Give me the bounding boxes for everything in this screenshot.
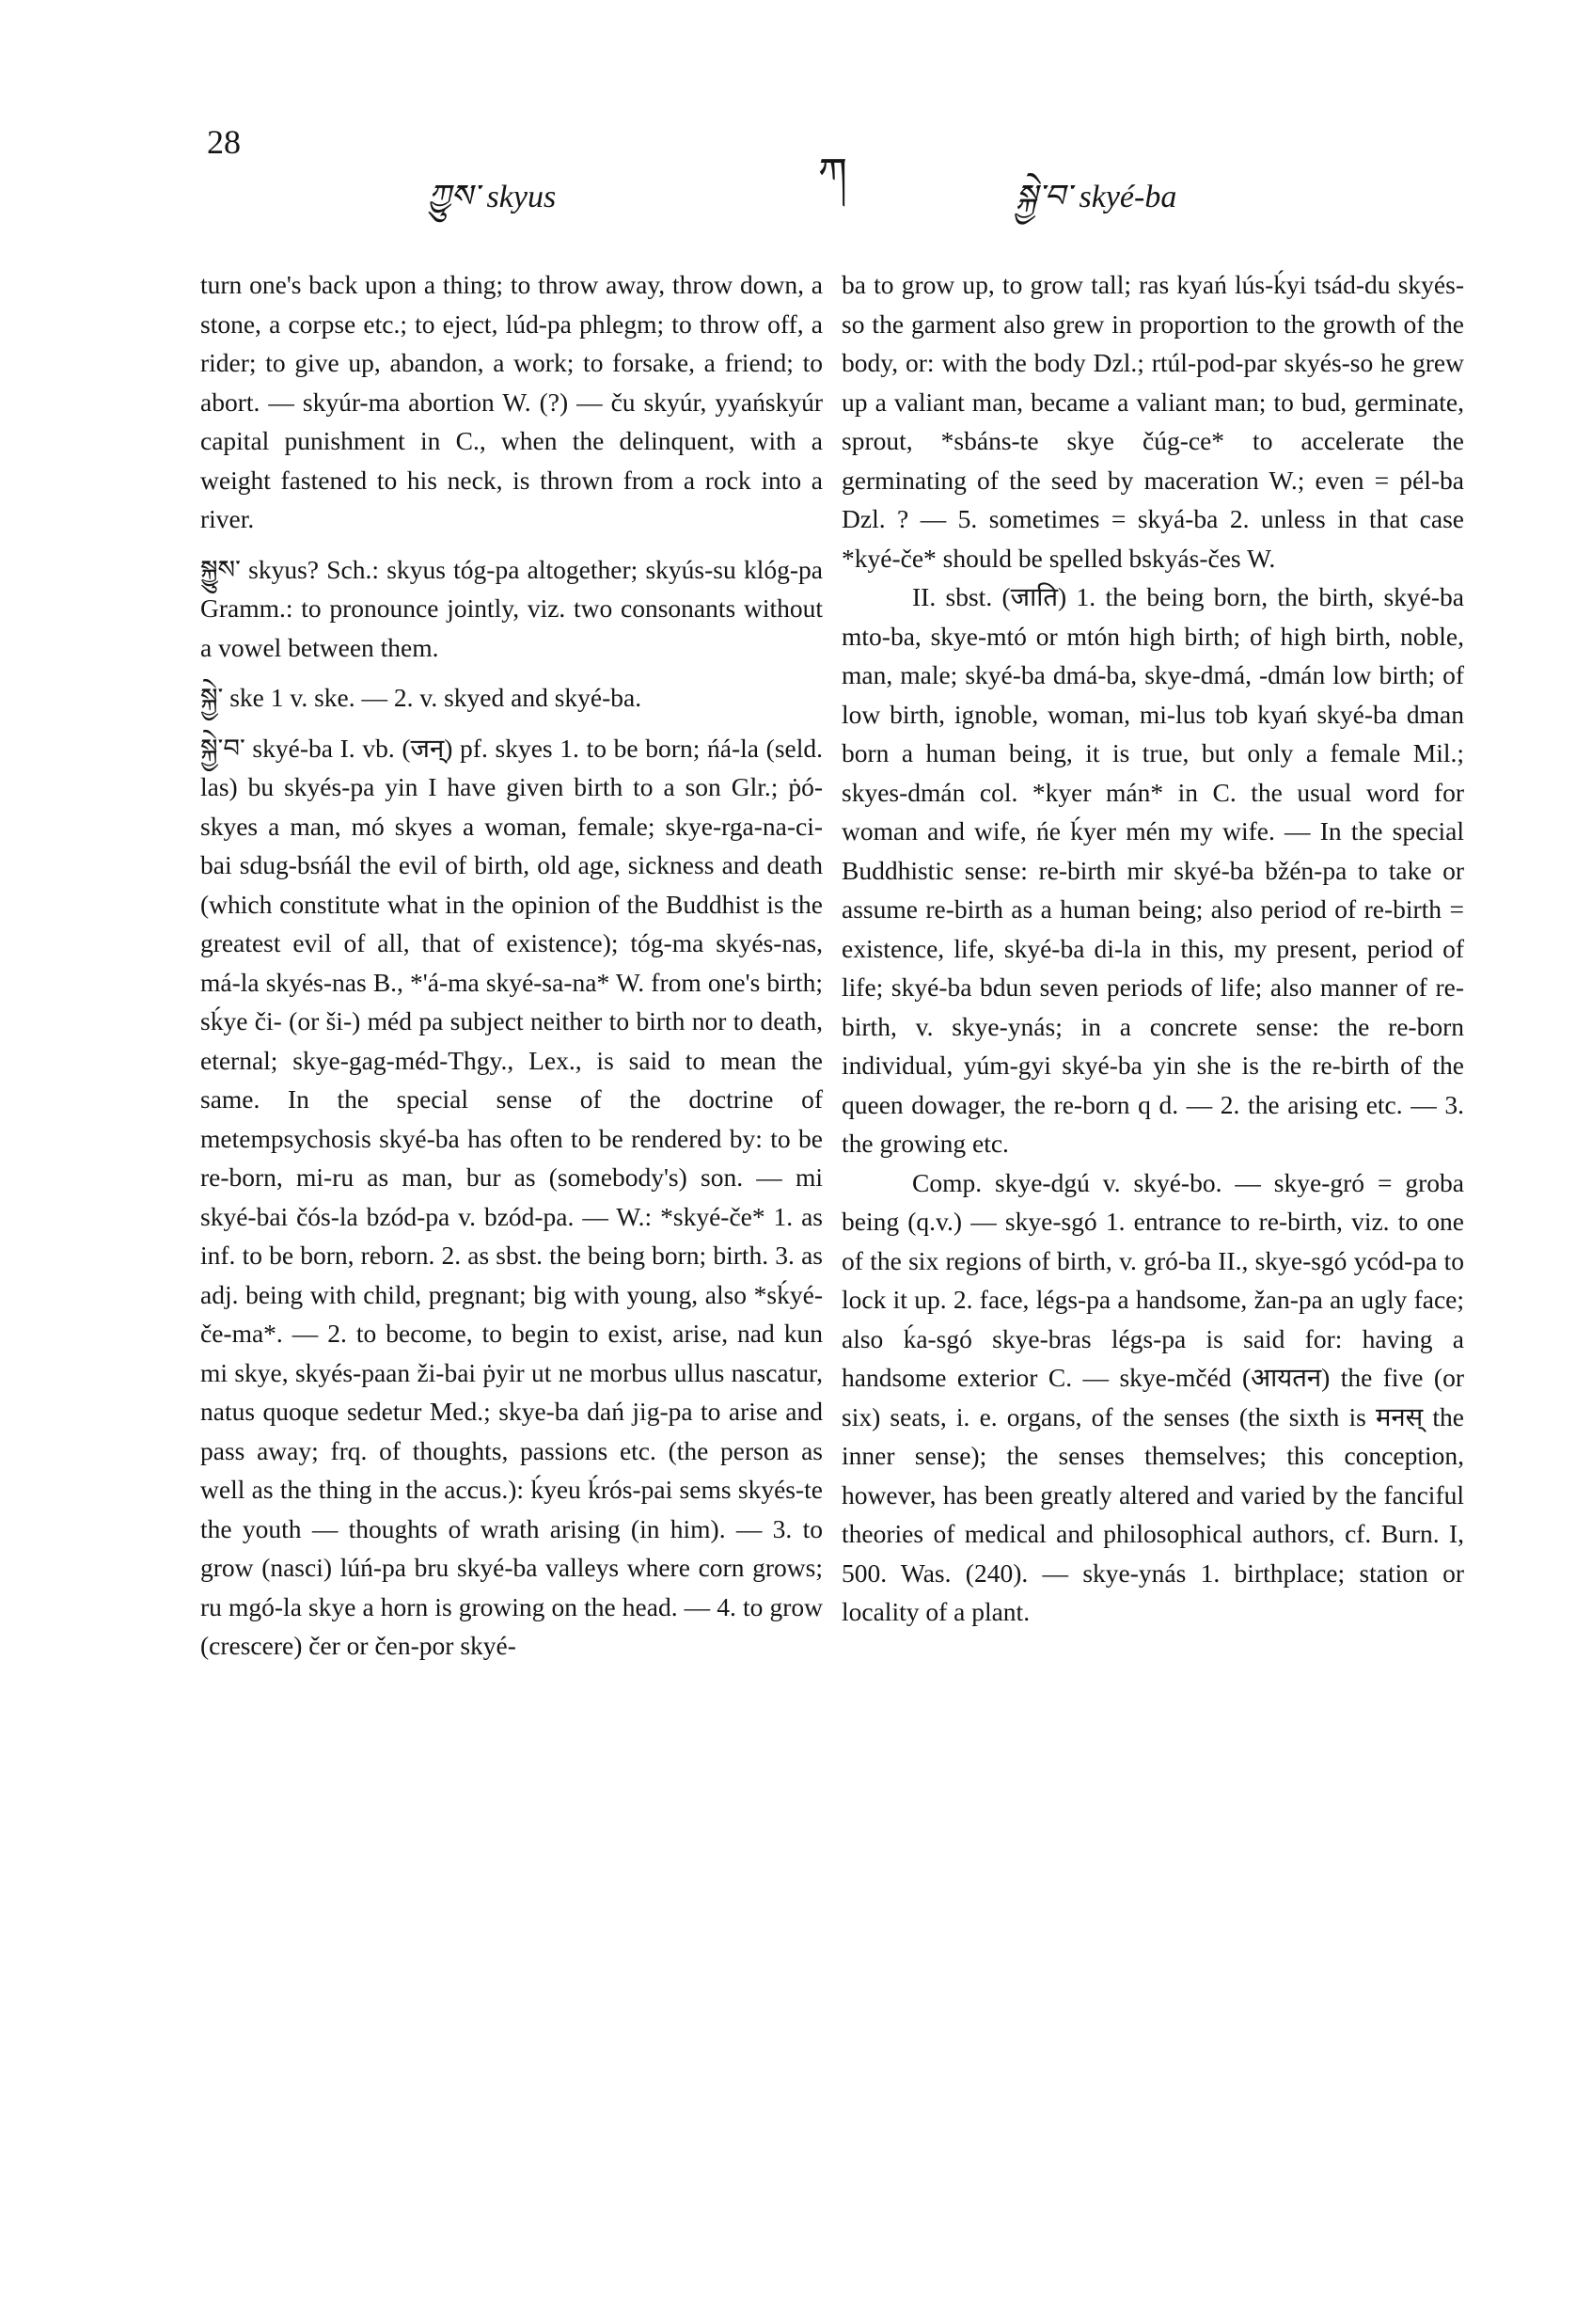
entry-ske: སྐྱེ་ ske 1 v. ske. — 2. v. skyed and skyé-ba.	[200, 683, 642, 712]
entry-skye-ba-compounds: Comp. skye-dgú v. skyé-bo. — skye-gró = groba being (q.v.) — skye-sgó 1. entrance to re-birth, viz. to one of the six regions of birth, v. gró-ba II., skye-sgó ycód-pa to lock it up. 2. face, légs-pa a handsome, žan-pa an ugly face; also ḱa-sgó skye-bras légs-pa is said for: having a handsome exterior C. — skye-mčéd (आयतन) the five (or six) seats, i. e. organs, of the senses (the sixth is मनस् the inner sense); the senses themselves; this conception, however, has been greatly altered and varied by the fanciful theories of medical and philosophical authors, cf. Burn. I, 500. Was. (240). — skye-ynás 1. birthplace; station or locality of a plant.	[842, 1167, 1464, 1626]
entry-skyur-continued: turn one's back upon a thing; to throw away, throw down, a stone, a corpse etc.; to eject, lúd-pa phlegm; to throw off, a rider; to give up, abandon, a work; to forsake, a friend; to abort. — skyúr-ma abortion W. (?) — ču skyúr, yyańskyúr capital punishment in C., when the delinquent, with a weight fastened to his neck, is thrown from a rock into a river.	[200, 270, 823, 533]
entry-skye-ba-substantive: II. sbst. (जाति) 1. the being born, the birth, skyé-ba mto-ba, skye-mtó or mtón high birth; of high birth, noble, man, male; skyé-ba dmá-ba, skye-dmá, -dmán low birth; of low birth, ignoble, woman, mi-lus tob kyań skyé-ba dman born a human being, it is true, but only a female Mil.; skyes-dmán col. *kyer mán* in C. the usual word for woman and wife, ńe ḱyer mén my wife. — In the special Buddhistic sense: re-birth mir skyé-ba bžén-pa to take or assume re-birth as a human being; also period of re-birth = existence, life, skyé-ba di-la in this, my present, period of life; skyé-ba bdun seven periods of life; also manner of re-birth, v. skye-ynás; in a concrete sense: the re-born individual, yúm-gyi skyé-ba yin she is the re-birth of the queen dowager, the re-born q d. — 2. the arising etc. — 3. the growing etc.	[842, 582, 1464, 1158]
entry-skye-ba-continued: ba to grow up, to grow tall; ras kyań lús-ḱyi tsád-du skyés-so the garment also grew in proportion to the growth of the body, or: with the body Dzl.; rtúl-pod-par skyés-so he grew up a valiant man, became a valiant man; to bud, germinate, sprout, *sbáns-te skye čúg-ce* to accelerate the germinating of the seed by maceration W.; even = pél-ba Dzl. ? — 5. sometimes = skyá-ba 2. unless in that case *kyé-če* should be spelled bskyás-čes W.	[842, 270, 1464, 573]
running-head-center: ཀ	[818, 150, 847, 197]
running-head-right: སྐྱེ་བ་ skyé-ba	[1016, 180, 1177, 214]
right-column	[842, 265, 1464, 1632]
entry-skye-ba: སྐྱེ་བ་ skyé-ba I. vb. (जन्) pf. skyes 1. to be born; ńá-la (seld. las) bu skyés-pa yin I have given birth to a son Glr.; ṗó-skyes a man, mó skyes a woman, female; skye-rga-na-ci-bai sdug-bsńál the evil of birth, old age, sickness and death (which constitute what in the opinion of the Buddhist is the greatest evil of all, that of existence); tóg-ma skyés-nas, má-la skyés-nas B., *'á-ma skyé-sa-na* W. from one's birth; sḱye či- (or ši-) méd pa subject neither to birth nor to death, eternal; skye-gag-méd-Thgy., Lex., is said to mean the same. In the special sense of the doctrine of metempsychosis skyé-ba has often to be rendered by: to be re-born, mi-ru as man, bur as (somebody's) son. — mi skyé-bai čós-la bzód-pa v. bzód-pa. — W.: *skyé-če* 1. as inf. to be born, reborn. 2. as sbst. the being born; birth. 3. as adj. being with child, pregnant; big with young, also *sḱyé-če-ma*. — 2. to become, to begin to exist, arise, nad kun mi skye, skyés-paan ži-bai ṗyir ut ne morbus ullus nascatur, natus quoque sedetur Med.; skye-ba dań jig-pa to arise and pass away; frq. of thoughts, passions etc. (the person as well as the thing in the accus.): ḱyeu ḱrós-pai sems skyés-te the youth — thoughts of wrath arising (in him). — 3. to grow (nasci) lúń-pa bru skyé-ba valleys where corn grows; ru mgó-la skye a horn is growing on the head. — 4. to grow (crescere) čer or čen-por skyé-	[200, 733, 823, 1660]
page-number: 28	[207, 123, 241, 161]
entry-skyus: སྐྱུས་ skyus? Sch.: skyus tóg-pa altogether; skyús-su klóg-pa Gramm.: to pronounce jointly, viz. two consonants without a vowel between them.	[200, 554, 823, 662]
left-column	[200, 265, 823, 1666]
running-head-left: ཀྱུས་ skyus	[428, 180, 557, 214]
